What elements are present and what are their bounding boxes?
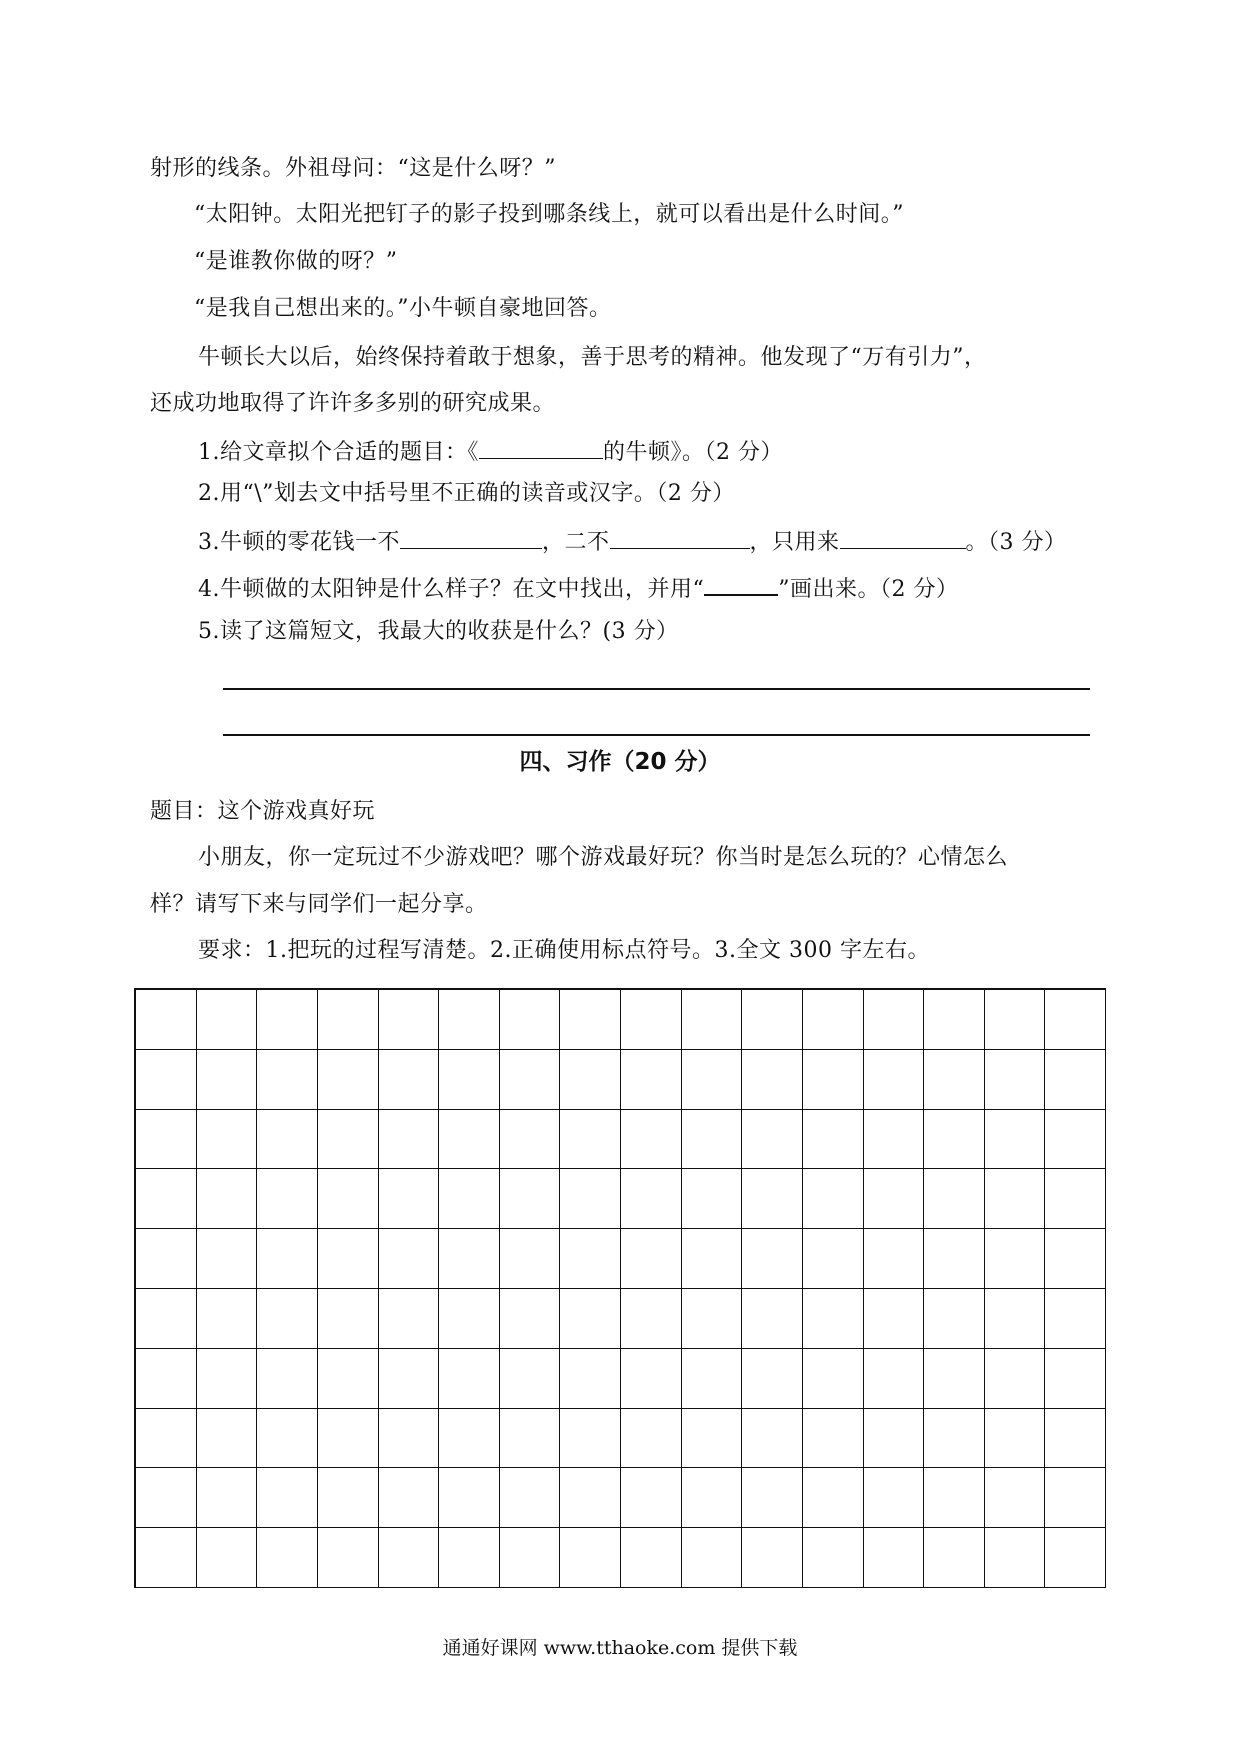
grid-cell[interactable] bbox=[439, 1110, 500, 1170]
section-4-title: 四、习作（20 分） bbox=[519, 749, 721, 775]
grid-cell[interactable] bbox=[803, 1169, 864, 1229]
grid-cell[interactable] bbox=[560, 1409, 621, 1469]
grid-cell[interactable] bbox=[803, 990, 864, 1050]
grid-cell[interactable] bbox=[379, 1468, 440, 1528]
grid-cell[interactable] bbox=[924, 1289, 985, 1349]
grid-cell[interactable] bbox=[257, 1110, 318, 1170]
grid-cell[interactable] bbox=[500, 1349, 561, 1409]
grid-cell[interactable] bbox=[742, 1169, 803, 1229]
grid-cell[interactable] bbox=[803, 1528, 864, 1588]
grid-cell[interactable] bbox=[1045, 1468, 1106, 1528]
essay-requirements: 要求：1.把玩的过程写清楚。2.正确使用标点符号。3.全文 300 字左右。 bbox=[198, 938, 930, 963]
answer-line-1[interactable] bbox=[223, 688, 1090, 690]
grid-cell[interactable] bbox=[864, 1349, 925, 1409]
grid-cell[interactable] bbox=[742, 1110, 803, 1170]
grid-cell[interactable] bbox=[985, 1409, 1046, 1469]
grid-cell[interactable] bbox=[500, 1468, 561, 1528]
grid-cell[interactable] bbox=[682, 1169, 743, 1229]
grid-cell[interactable] bbox=[257, 1229, 318, 1289]
grid-cell[interactable] bbox=[742, 1528, 803, 1588]
grid-cell[interactable] bbox=[318, 1468, 379, 1528]
grid-cell[interactable] bbox=[1045, 1349, 1106, 1409]
grid-cell[interactable] bbox=[1045, 1050, 1106, 1110]
grid-cell[interactable] bbox=[1045, 1409, 1106, 1469]
essay-prompt-line-2: 样？请写下来与同学们一起分享。 bbox=[150, 892, 488, 917]
passage-line-5: 牛顿长大以后，始终保持着敢于想象，善于思考的精神。他发现了“万有引力”， bbox=[198, 345, 987, 370]
grid-cell[interactable] bbox=[197, 1050, 258, 1110]
grid-cell[interactable] bbox=[1045, 1110, 1106, 1170]
grid-cell[interactable] bbox=[439, 1468, 500, 1528]
grid-cell[interactable] bbox=[500, 1229, 561, 1289]
grid-cell[interactable] bbox=[136, 1409, 197, 1469]
passage-line-6: 还成功地取得了许许多多别的研究成果。 bbox=[150, 391, 556, 416]
grid-cell[interactable] bbox=[621, 990, 682, 1050]
grid-cell[interactable] bbox=[924, 1528, 985, 1588]
grid-cell[interactable] bbox=[439, 1349, 500, 1409]
grid-cell[interactable] bbox=[864, 1468, 925, 1528]
grid-cell[interactable] bbox=[864, 1050, 925, 1110]
question-3-text-b: ，二不 bbox=[542, 530, 610, 555]
grid-cell[interactable] bbox=[985, 1349, 1046, 1409]
question-2: 2.用“\”划去文中括号里不正确的读音或汉字。（2 分） bbox=[198, 481, 735, 506]
essay-prompt-line-1: 小朋友，你一定玩过不少游戏吧？哪个游戏最好玩？你当时是怎么玩的？心情怎么 bbox=[198, 845, 1009, 870]
grid-cell[interactable] bbox=[682, 1110, 743, 1170]
question-4-text-b: ”画出来。（2 分） bbox=[778, 577, 959, 602]
grid-cell[interactable] bbox=[318, 990, 379, 1050]
grid-cell[interactable] bbox=[803, 1050, 864, 1110]
grid-cell[interactable] bbox=[197, 990, 258, 1050]
grid-cell[interactable] bbox=[803, 1349, 864, 1409]
grid-cell[interactable] bbox=[985, 1169, 1046, 1229]
grid-cell[interactable] bbox=[621, 1110, 682, 1170]
grid-cell[interactable] bbox=[560, 1169, 621, 1229]
grid-cell[interactable] bbox=[864, 1229, 925, 1289]
grid-cell[interactable] bbox=[560, 1050, 621, 1110]
question-1-text-a: 1.给文章拟个合适的题目：《 bbox=[198, 440, 479, 465]
grid-cell[interactable] bbox=[682, 1289, 743, 1349]
grid-cell[interactable] bbox=[864, 1289, 925, 1349]
grid-cell[interactable] bbox=[621, 1528, 682, 1588]
grid-cell[interactable] bbox=[318, 1229, 379, 1289]
grid-cell[interactable] bbox=[985, 1050, 1046, 1110]
grid-cell[interactable] bbox=[682, 1409, 743, 1469]
grid-cell[interactable] bbox=[742, 1349, 803, 1409]
grid-cell[interactable] bbox=[560, 1349, 621, 1409]
grid-cell[interactable] bbox=[136, 1349, 197, 1409]
grid-cell[interactable] bbox=[197, 1409, 258, 1469]
grid-cell[interactable] bbox=[742, 1468, 803, 1528]
grid-cell[interactable] bbox=[379, 1349, 440, 1409]
grid-cell[interactable] bbox=[197, 1528, 258, 1588]
grid-cell[interactable] bbox=[318, 1409, 379, 1469]
grid-cell[interactable] bbox=[318, 1289, 379, 1349]
grid-cell[interactable] bbox=[803, 1110, 864, 1170]
grid-cell[interactable] bbox=[500, 1110, 561, 1170]
grid-cell[interactable] bbox=[621, 1050, 682, 1110]
grid-cell[interactable] bbox=[560, 1110, 621, 1170]
grid-cell[interactable] bbox=[682, 1468, 743, 1528]
grid-cell[interactable] bbox=[621, 1169, 682, 1229]
grid-cell[interactable] bbox=[257, 1528, 318, 1588]
grid-cell[interactable] bbox=[136, 1169, 197, 1229]
grid-cell[interactable] bbox=[924, 1110, 985, 1170]
grid-cell[interactable] bbox=[621, 1289, 682, 1349]
grid-cell[interactable] bbox=[682, 1229, 743, 1289]
grid-cell[interactable] bbox=[985, 1528, 1046, 1588]
grid-cell[interactable] bbox=[864, 1169, 925, 1229]
grid-cell[interactable] bbox=[500, 1528, 561, 1588]
grid-cell[interactable] bbox=[439, 1409, 500, 1469]
grid-cell[interactable] bbox=[621, 1409, 682, 1469]
grid-cell[interactable] bbox=[621, 1229, 682, 1289]
grid-cell[interactable] bbox=[318, 1528, 379, 1588]
grid-cell[interactable] bbox=[500, 1409, 561, 1469]
grid-cell[interactable] bbox=[318, 1349, 379, 1409]
grid-cell[interactable] bbox=[924, 990, 985, 1050]
grid-cell[interactable] bbox=[197, 1289, 258, 1349]
grid-cell[interactable] bbox=[1045, 990, 1106, 1050]
grid-cell[interactable] bbox=[379, 1229, 440, 1289]
grid-cell[interactable] bbox=[864, 1409, 925, 1469]
grid-cell[interactable] bbox=[500, 1289, 561, 1349]
writing-grid[interactable] bbox=[134, 988, 1106, 1588]
grid-cell[interactable] bbox=[257, 1409, 318, 1469]
grid-cell[interactable] bbox=[924, 1349, 985, 1409]
question-5: 5.读了这篇短文，我最大的收获是什么？(3 分） bbox=[198, 619, 679, 644]
grid-cell[interactable] bbox=[560, 1468, 621, 1528]
grid-cell[interactable] bbox=[924, 1229, 985, 1289]
grid-cell[interactable] bbox=[924, 1409, 985, 1469]
grid-cell[interactable] bbox=[257, 1050, 318, 1110]
question-3-text-d: 。（3 分） bbox=[965, 530, 1067, 555]
grid-cell[interactable] bbox=[1045, 1289, 1106, 1349]
question-3 bbox=[198, 524, 1067, 558]
grid-cell[interactable] bbox=[379, 1409, 440, 1469]
grid-cell[interactable] bbox=[560, 1229, 621, 1289]
answer-line-2[interactable] bbox=[223, 734, 1090, 736]
question-1 bbox=[198, 434, 783, 468]
question-1-blank[interactable] bbox=[479, 434, 603, 459]
essay-topic: 题目：这个游戏真好玩 bbox=[150, 799, 376, 824]
grid-cell[interactable] bbox=[742, 1409, 803, 1469]
grid-cell[interactable] bbox=[379, 1289, 440, 1349]
grid-cell[interactable] bbox=[439, 1528, 500, 1588]
grid-cell[interactable] bbox=[318, 1169, 379, 1229]
question-1-text-b: 的牛顿》。（2 分） bbox=[603, 440, 783, 465]
grid-cell[interactable] bbox=[742, 990, 803, 1050]
question-4-text-a: 4.牛顿做的太阳钟是什么样子？在文中找出，并用“ bbox=[198, 577, 705, 602]
question-3-blank-3[interactable] bbox=[840, 524, 966, 549]
grid-cell[interactable] bbox=[742, 1229, 803, 1289]
grid-cell[interactable] bbox=[682, 1050, 743, 1110]
grid-cell[interactable] bbox=[1045, 1528, 1106, 1588]
grid-cell[interactable] bbox=[985, 1289, 1046, 1349]
question-3-blank-1[interactable] bbox=[400, 524, 542, 549]
passage-line-1: 射形的线条。外祖母问：“这是什么呀？” bbox=[150, 156, 556, 181]
grid-cell[interactable] bbox=[560, 1528, 621, 1588]
grid-cell[interactable] bbox=[985, 1468, 1046, 1528]
grid-cell[interactable] bbox=[500, 1050, 561, 1110]
grid-cell[interactable] bbox=[1045, 1229, 1106, 1289]
grid-cell[interactable] bbox=[136, 1289, 197, 1349]
grid-cell[interactable] bbox=[985, 990, 1046, 1050]
grid-cell[interactable] bbox=[379, 1169, 440, 1229]
grid-cell[interactable] bbox=[197, 1229, 258, 1289]
grid-cell[interactable] bbox=[439, 1050, 500, 1110]
question-3-text-a: 3.牛顿的零花钱一不 bbox=[198, 530, 400, 555]
question-4-underline-sample bbox=[704, 570, 778, 596]
grid-cell[interactable] bbox=[500, 1169, 561, 1229]
grid-cell[interactable] bbox=[803, 1289, 864, 1349]
grid-cell[interactable] bbox=[621, 1349, 682, 1409]
grid-cell[interactable] bbox=[682, 1528, 743, 1588]
grid-cell[interactable] bbox=[742, 1289, 803, 1349]
grid-cell[interactable] bbox=[379, 990, 440, 1050]
question-3-blank-2[interactable] bbox=[610, 524, 750, 549]
grid-cell[interactable] bbox=[379, 1110, 440, 1170]
grid-cell[interactable] bbox=[803, 1409, 864, 1469]
grid-cell[interactable] bbox=[136, 1110, 197, 1170]
grid-cell[interactable] bbox=[682, 1349, 743, 1409]
grid-cell[interactable] bbox=[864, 1110, 925, 1170]
grid-cell[interactable] bbox=[1045, 1169, 1106, 1229]
grid-cell[interactable] bbox=[136, 990, 197, 1050]
grid-cell[interactable] bbox=[197, 1169, 258, 1229]
grid-cell[interactable] bbox=[257, 1468, 318, 1528]
grid-cell[interactable] bbox=[318, 1110, 379, 1170]
grid-cell[interactable] bbox=[621, 1468, 682, 1528]
grid-cell[interactable] bbox=[257, 990, 318, 1050]
grid-cell[interactable] bbox=[257, 1289, 318, 1349]
grid-cell[interactable] bbox=[924, 1050, 985, 1110]
question-4 bbox=[198, 570, 959, 605]
grid-cell[interactable] bbox=[803, 1468, 864, 1528]
grid-cell[interactable] bbox=[985, 1229, 1046, 1289]
grid-cell[interactable] bbox=[924, 1169, 985, 1229]
grid-cell[interactable] bbox=[197, 1349, 258, 1409]
passage-line-2: “太阳钟。太阳光把钉子的影子投到哪条线上，就可以看出是什么时间。” bbox=[194, 202, 904, 227]
grid-cell[interactable] bbox=[136, 1229, 197, 1289]
grid-cell[interactable] bbox=[985, 1110, 1046, 1170]
grid-cell[interactable] bbox=[136, 1050, 197, 1110]
passage-line-4: “是我自己想出来的。”小牛顿自豪地回答。 bbox=[194, 296, 612, 321]
grid-cell[interactable] bbox=[439, 1289, 500, 1349]
grid-cell[interactable] bbox=[682, 990, 743, 1050]
footer-credit: 通通好课网 www.tthaoke.com 提供下载 bbox=[442, 1637, 798, 1659]
grid-cell[interactable] bbox=[257, 1169, 318, 1229]
passage-line-3: “是谁教你做的呀？” bbox=[194, 249, 398, 274]
grid-cell[interactable] bbox=[379, 1528, 440, 1588]
grid-cell[interactable] bbox=[257, 1349, 318, 1409]
grid-cell[interactable] bbox=[439, 1169, 500, 1229]
grid-cell[interactable] bbox=[136, 1528, 197, 1588]
grid-cell[interactable] bbox=[864, 990, 925, 1050]
grid-cell[interactable] bbox=[924, 1468, 985, 1528]
grid-cell[interactable] bbox=[197, 1468, 258, 1528]
grid-cell[interactable] bbox=[742, 1050, 803, 1110]
grid-cell[interactable] bbox=[803, 1229, 864, 1289]
grid-cell[interactable] bbox=[864, 1528, 925, 1588]
grid-cell[interactable] bbox=[136, 1468, 197, 1528]
question-3-text-c: ，只用来 bbox=[749, 530, 840, 555]
grid-cell[interactable] bbox=[560, 1289, 621, 1349]
grid-cell[interactable] bbox=[439, 990, 500, 1050]
grid-cell[interactable] bbox=[439, 1229, 500, 1289]
grid-cell[interactable] bbox=[197, 1110, 258, 1170]
grid-cell[interactable] bbox=[500, 990, 561, 1050]
grid-cell[interactable] bbox=[318, 1050, 379, 1110]
grid-cell[interactable] bbox=[560, 990, 621, 1050]
grid-cell[interactable] bbox=[379, 1050, 440, 1110]
